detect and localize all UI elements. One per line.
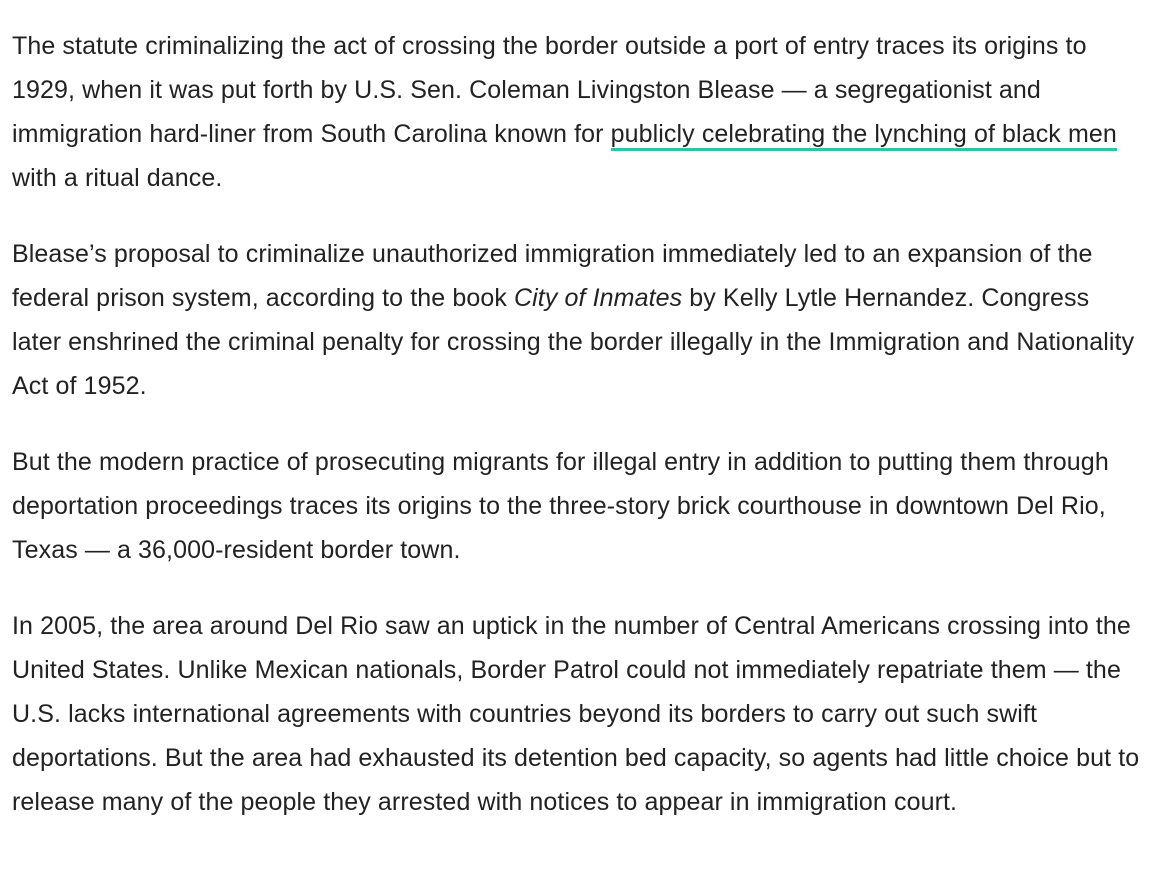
book-title: City of Inmates: [514, 284, 683, 312]
paragraph-text: with a ritual dance.: [12, 164, 223, 192]
paragraph-text: The statute criminalizing the act of crossing the border outside a port of entry traces its origins to 1929, when it was put forth by U.S. Sen. Coleman Livingston Blease — a segregationist and immigration hard-liner from South Carolina known for: [12, 32, 1087, 148]
lynching-celebration-link[interactable]: publicly celebrating the lynching of black men: [611, 120, 1117, 151]
paragraph-del-rio-courthouse: But the modern practice of prosecuting migrants for illegal entry in addition to putting them through deportation proceedings traces its origins to the three-story brick courthouse in downtown Del Rio, Texas — a 36,000-resident border town.: [12, 448, 1109, 564]
paragraph-text: Blease’s proposal to criminalize unauthorized immigration immediately led to an expansion of the federal prison system, according to the book: [12, 240, 1093, 312]
paragraph-2005-uptick: In 2005, the area around Del Rio saw an uptick in the number of Central Americans crossing into the United States. Unlike Mexican nationals, Border Patrol could not immediately repatriate them — the U.S. lacks international agreements with countries beyond its borders to carry out such swift deportations. But the area had exhausted its detention bed capacity, so agents had little choice but to release many of the people they arrested with notices to appear in immigration court.: [12, 612, 1140, 816]
paragraph-blease-origins: [12, 24, 1144, 200]
paragraph-text: by Kelly Lytle Hernandez. Congress later enshrined the criminal penalty for crossing the border illegally in the Immigration and Nationality Act of 1952.: [12, 284, 1135, 400]
paragraph-prison-expansion: [12, 232, 1144, 408]
article-body: [12, 24, 1144, 856]
